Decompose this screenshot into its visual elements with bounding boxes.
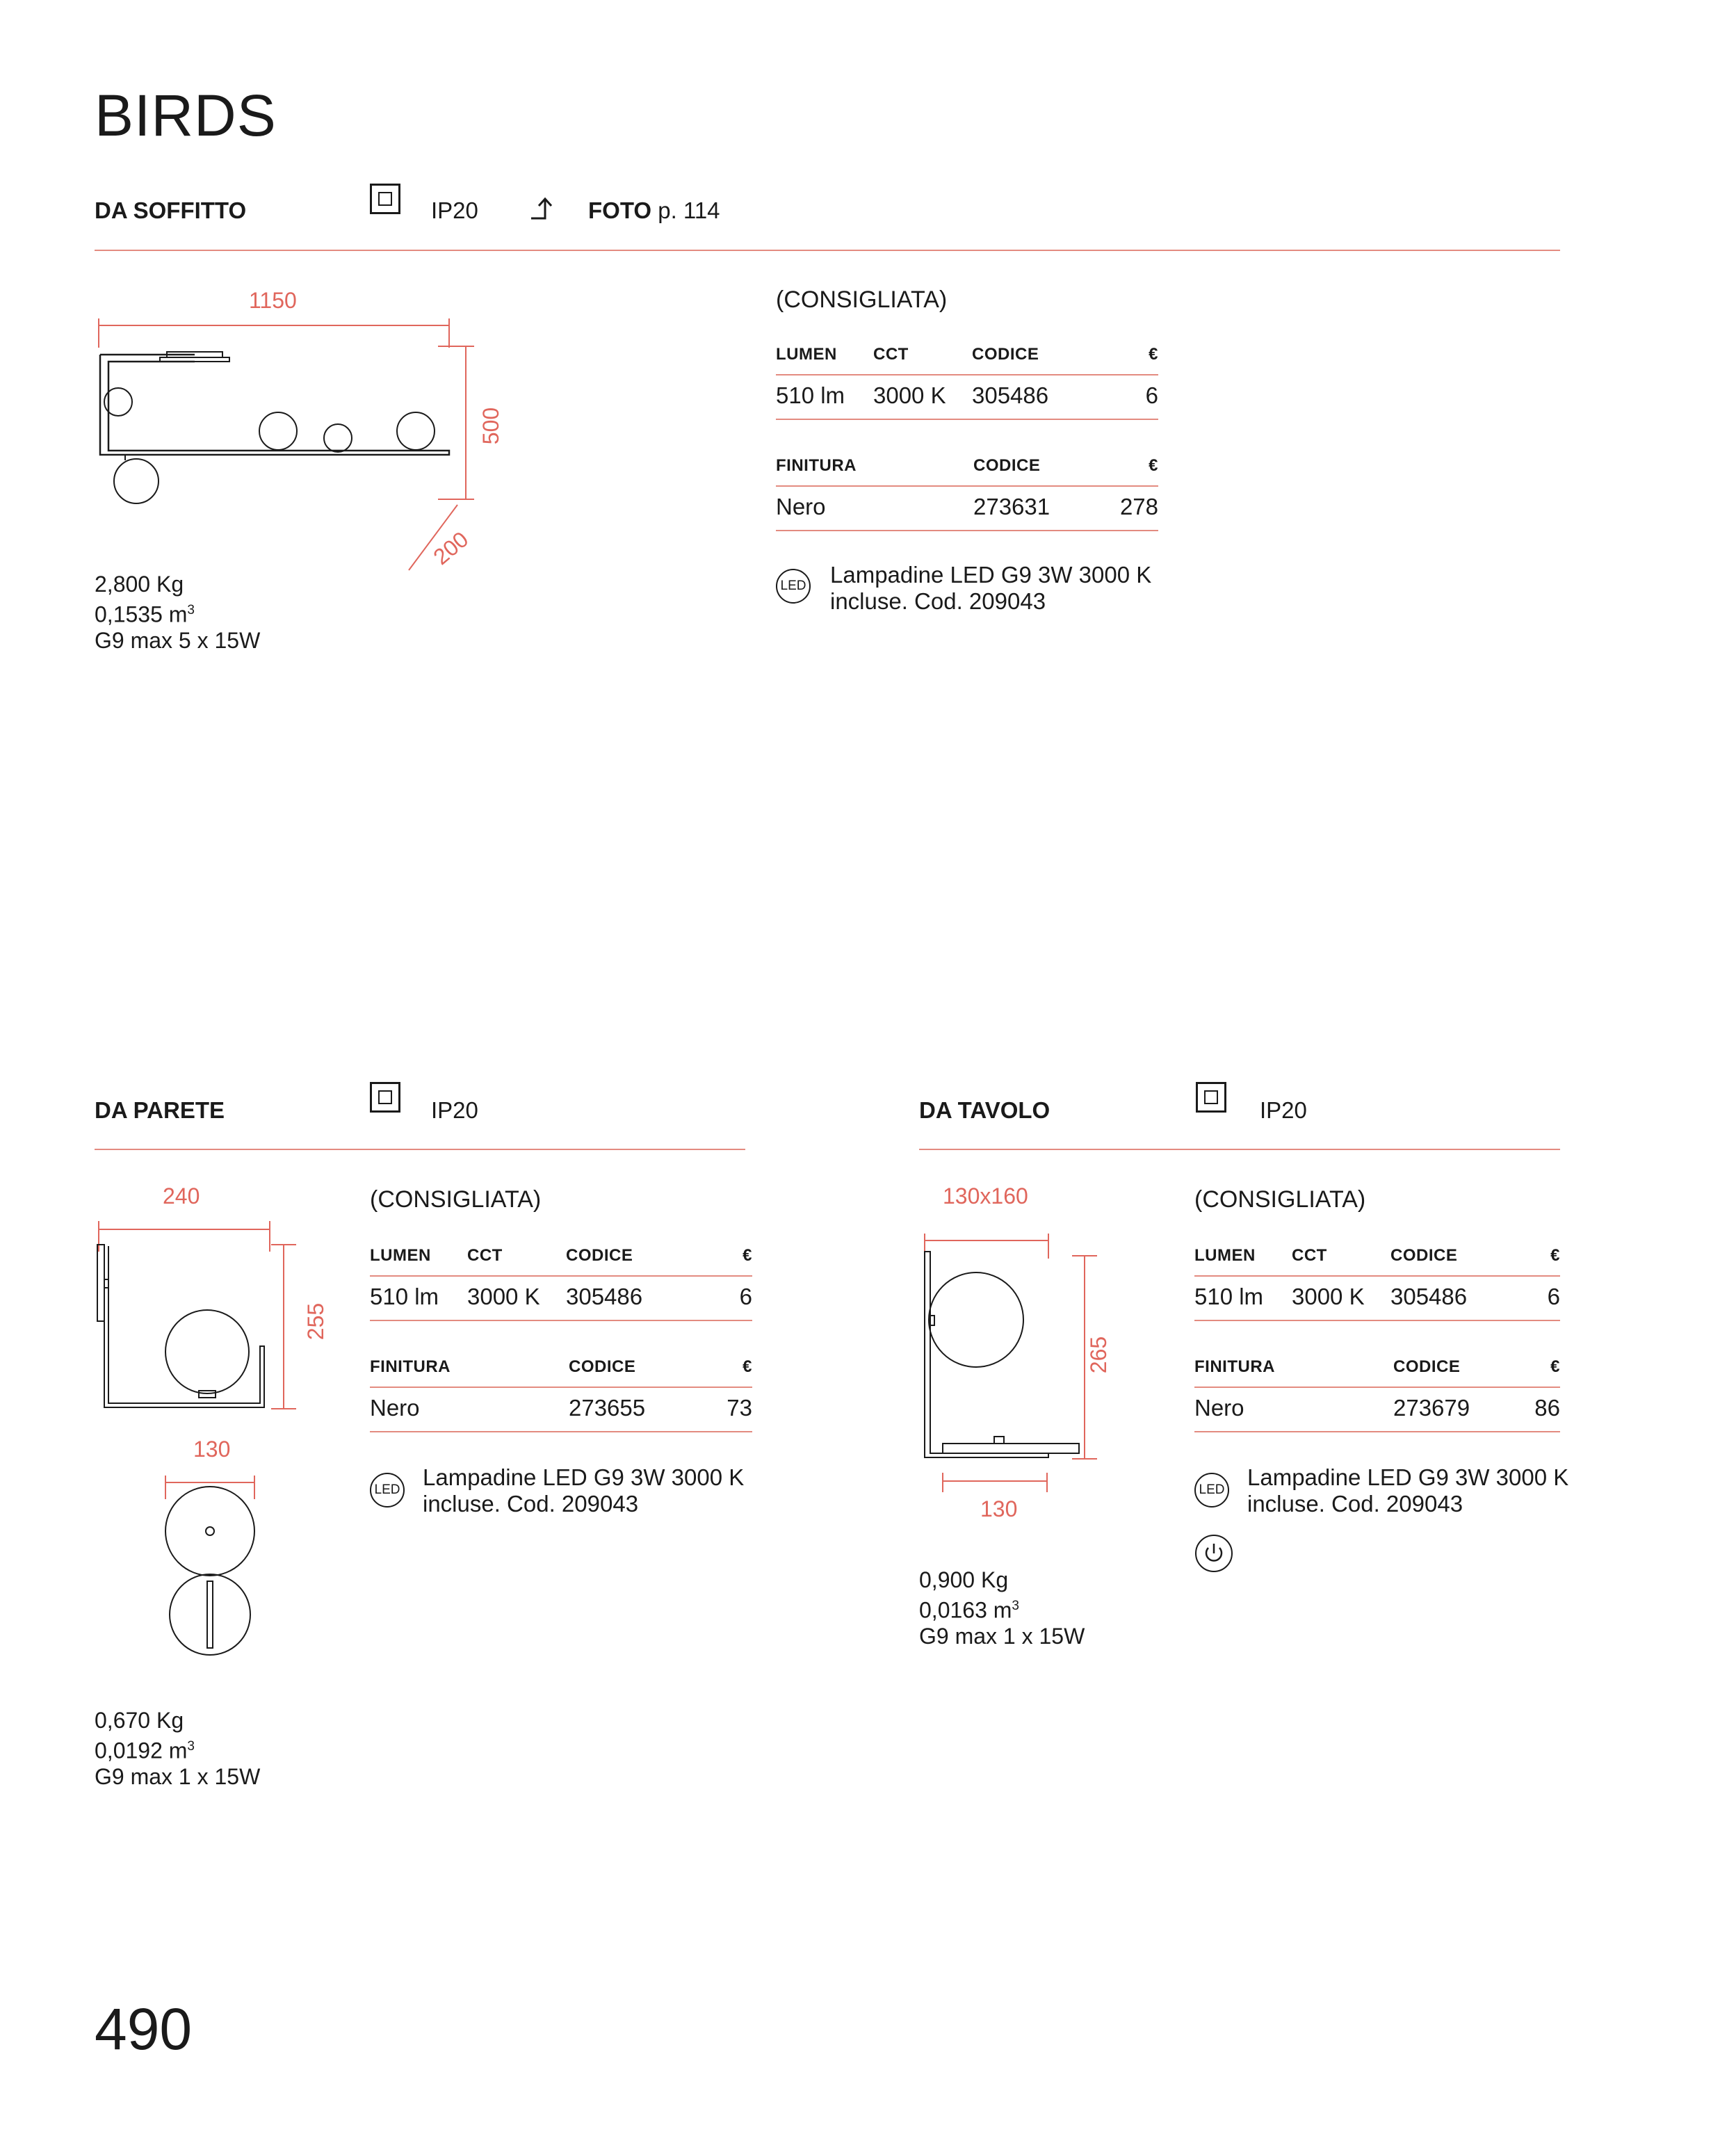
dimension-depth: 200	[428, 526, 473, 570]
column-header: €	[1536, 1246, 1560, 1276]
section-rule	[95, 250, 1560, 251]
product-specs	[919, 1567, 1085, 1649]
volume-unit: 3	[187, 603, 195, 617]
product-specs	[95, 1708, 260, 1790]
volume-unit: 3	[1012, 1599, 1019, 1613]
table-row	[776, 486, 1158, 531]
column-header: FINITURA	[1194, 1357, 1393, 1387]
led-note-line: Lampadine LED G9 3W 3000 K	[423, 1464, 745, 1490]
column-header: FINITURA	[776, 456, 973, 486]
section-title-soffitto: DA SOFFITTO	[95, 197, 247, 223]
column-header: CCT	[1292, 1246, 1390, 1276]
photo-reference[interactable]	[588, 197, 720, 224]
column-header: FINITURA	[370, 1357, 569, 1387]
led-note	[830, 562, 1151, 615]
recommended-label: (CONSIGLIATA)	[776, 286, 948, 313]
bulb: G9 max 5 x 15W	[95, 627, 261, 653]
led-note-line: Lampadine LED G9 3W 3000 K	[1247, 1464, 1569, 1490]
column-header: €	[726, 1246, 752, 1276]
volume-unit: 3	[187, 1739, 195, 1754]
bulb: G9 max 1 x 15W	[919, 1623, 1085, 1649]
table-row	[370, 1387, 752, 1432]
cell-price: 6	[1536, 1276, 1560, 1320]
cell-price: 6	[1132, 375, 1158, 419]
cell-price: 6	[726, 1276, 752, 1320]
led-note-line: incluse. Cod. 209043	[830, 588, 1046, 614]
photo-reference-page: p. 114	[658, 197, 720, 223]
column-header: CODICE	[1390, 1246, 1536, 1276]
finish-table	[1194, 1357, 1560, 1432]
cell-code: 305486	[1390, 1276, 1536, 1320]
recommended-label: (CONSIGLIATA)	[370, 1186, 542, 1213]
cell-code: 273655	[569, 1387, 706, 1432]
led-badge-icon: LED	[1194, 1473, 1229, 1508]
cell-cct: 3000 K	[873, 375, 972, 419]
volume	[95, 1733, 260, 1764]
led-note	[1247, 1464, 1568, 1517]
volume-value: 0,0163 m	[919, 1597, 1012, 1623]
page-number: 490	[95, 1996, 193, 2062]
column-header: €	[1132, 345, 1158, 375]
cell-code: 305486	[972, 375, 1132, 419]
column-header: CODICE	[566, 1246, 726, 1276]
wall-lamp-drawing	[90, 1182, 327, 1669]
lumen-table	[370, 1246, 752, 1321]
column-header: CODICE	[1393, 1357, 1518, 1387]
led-badge-icon: LED	[776, 569, 811, 604]
lumen-table	[1194, 1246, 1560, 1321]
column-header: CODICE	[972, 345, 1132, 375]
volume-value: 0,1535 m	[95, 601, 188, 627]
column-header: LUMEN	[776, 345, 873, 375]
dimension-diameter: 130	[193, 1437, 231, 1462]
power-icon	[1194, 1534, 1233, 1573]
lumen-table	[776, 345, 1158, 420]
column-header: €	[1096, 456, 1158, 486]
table-row	[1194, 1387, 1560, 1432]
cell-cct: 3000 K	[1292, 1276, 1390, 1320]
column-header: €	[706, 1357, 752, 1387]
page-title: BIRDS	[95, 83, 277, 148]
column-header: €	[1518, 1357, 1560, 1387]
finish-table	[370, 1357, 752, 1432]
led-note	[423, 1464, 744, 1517]
cell-price: 86	[1518, 1387, 1560, 1432]
dimension-height: 255	[303, 1302, 329, 1341]
column-header: CCT	[467, 1246, 566, 1276]
ip-rating: IP20	[1260, 1097, 1307, 1123]
ip20-square-icon	[370, 1082, 400, 1113]
cell-finish: Nero	[776, 486, 973, 531]
cell-lumen: 510 lm	[1194, 1276, 1292, 1320]
led-note-line: incluse. Cod. 209043	[1247, 1491, 1463, 1517]
dimension-height: 265	[1086, 1336, 1112, 1374]
volume	[95, 597, 260, 628]
ip20-square-icon	[1196, 1082, 1226, 1113]
cell-finish: Nero	[1194, 1387, 1393, 1432]
volume	[919, 1593, 1085, 1624]
column-header: CCT	[873, 345, 972, 375]
dimension-base: 130	[980, 1496, 1018, 1521]
cell-lumen: 510 lm	[776, 375, 873, 419]
column-header: LUMEN	[370, 1246, 467, 1276]
led-note-line: Lampadine LED G9 3W 3000 K	[830, 562, 1152, 588]
bulb: G9 max 1 x 15W	[95, 1763, 261, 1789]
weight: 2,800 Kg	[95, 572, 184, 597]
column-header: CODICE	[569, 1357, 706, 1387]
section-title-parete: DA PARETE	[95, 1097, 225, 1123]
cell-cct: 3000 K	[467, 1276, 566, 1320]
photo-reference-label: FOTO	[588, 197, 652, 223]
section-rule	[919, 1149, 1560, 1150]
ip-rating: IP20	[431, 1097, 478, 1123]
recommended-label: (CONSIGLIATA)	[1194, 1186, 1366, 1213]
cell-code: 273631	[973, 486, 1096, 531]
led-badge-icon: LED	[370, 1473, 405, 1508]
ip-rating: IP20	[431, 197, 478, 223]
table-row	[370, 1276, 752, 1320]
cell-code: 305486	[566, 1276, 726, 1320]
table-row	[1194, 1276, 1560, 1320]
cell-price: 278	[1096, 486, 1158, 531]
cell-price: 73	[706, 1387, 752, 1432]
column-header: LUMEN	[1194, 1246, 1292, 1276]
volume-value: 0,0192 m	[95, 1738, 188, 1763]
weight: 0,900 Kg	[919, 1567, 1009, 1592]
dimension-width: 240	[163, 1183, 200, 1209]
section-title-tavolo: DA TAVOLO	[919, 1097, 1050, 1123]
finish-table	[776, 456, 1158, 531]
dimension-width: 1150	[249, 288, 297, 313]
weight: 0,670 Kg	[95, 1708, 184, 1733]
cell-code: 273679	[1393, 1387, 1518, 1432]
cell-finish: Nero	[370, 1387, 569, 1432]
product-specs	[95, 572, 260, 654]
led-note-line: incluse. Cod. 209043	[423, 1491, 639, 1517]
table-row	[776, 375, 1158, 419]
dimension-top: 130x160	[943, 1183, 1028, 1209]
section-rule	[95, 1149, 745, 1150]
cell-lumen: 510 lm	[370, 1276, 467, 1320]
dimension-height: 500	[478, 407, 504, 445]
column-header: CODICE	[973, 456, 1096, 486]
up-right-arrow-icon	[530, 195, 562, 223]
ip20-square-icon	[370, 184, 400, 214]
